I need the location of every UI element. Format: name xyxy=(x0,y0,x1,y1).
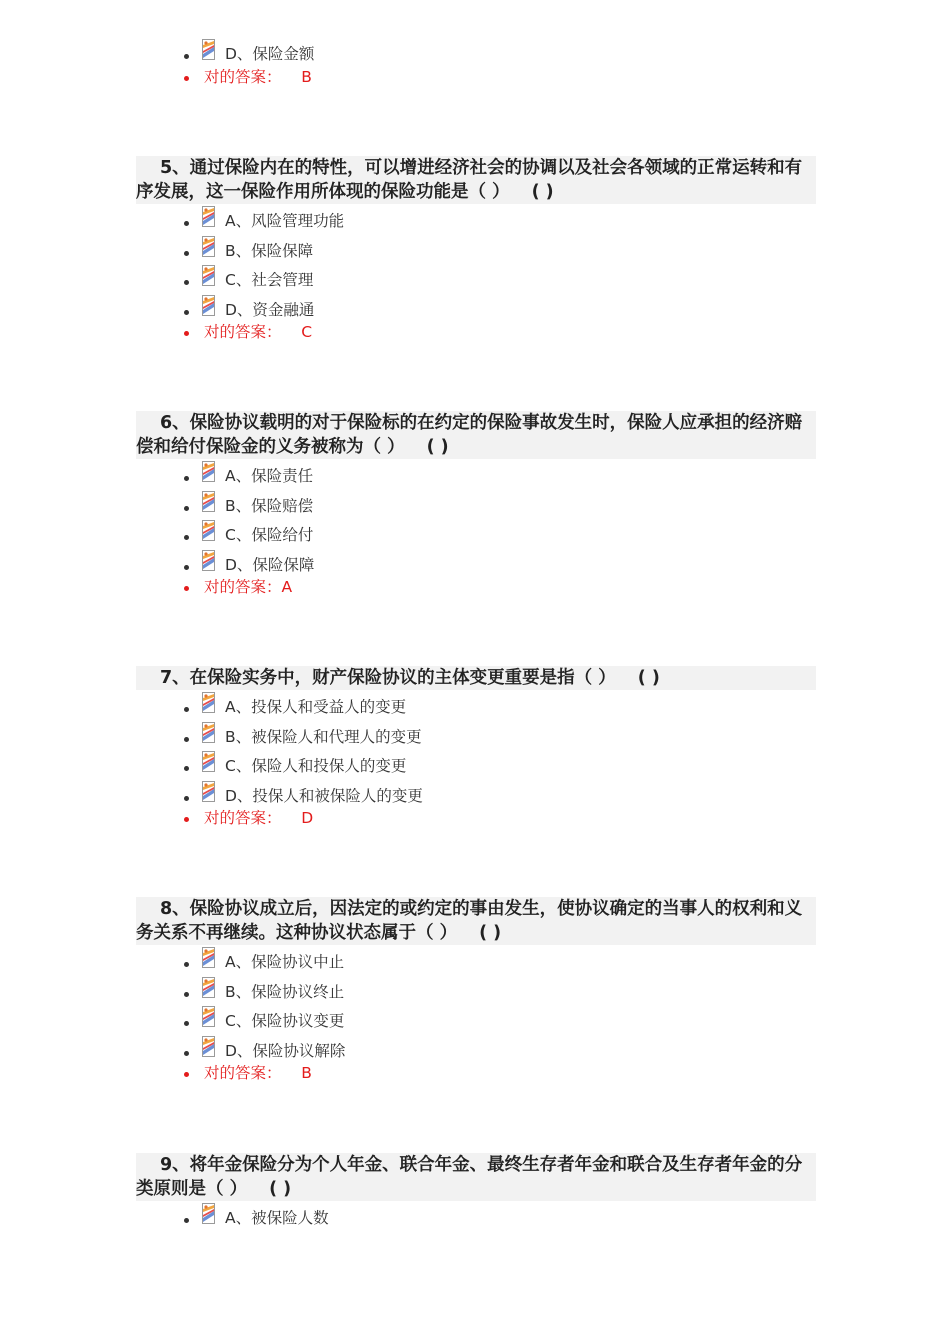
correct-answer xyxy=(136,67,816,89)
option-label: C、社会管理 xyxy=(225,271,314,290)
list-bullet xyxy=(184,1021,189,1026)
options-list xyxy=(136,690,816,830)
list-bullet xyxy=(184,310,189,315)
option-item[interactable] xyxy=(136,37,816,67)
question-5 xyxy=(136,156,816,344)
list-bullet xyxy=(184,766,189,771)
broken-image-icon xyxy=(202,39,215,60)
option-label: D、资金融通 xyxy=(225,300,315,319)
option-label: A、投保人和受益人的变更 xyxy=(225,698,407,716)
broken-image-icon xyxy=(202,751,215,772)
question-title xyxy=(136,411,816,459)
question-title xyxy=(136,156,816,204)
option-item[interactable] xyxy=(136,518,816,548)
list-bullet xyxy=(184,535,189,540)
options-list xyxy=(136,1201,816,1231)
option-item[interactable] xyxy=(136,779,816,809)
option-label: A、保险责任 xyxy=(225,467,314,485)
option-label: D、保险金额 xyxy=(225,45,315,63)
option-label: D、保险保障 xyxy=(225,555,315,574)
option-item[interactable] xyxy=(136,1004,816,1034)
broken-image-icon xyxy=(202,295,215,316)
broken-image-icon xyxy=(202,947,215,968)
question-8 xyxy=(136,897,816,1085)
option-item[interactable] xyxy=(136,263,816,293)
answer-label: 对的答案：A xyxy=(204,578,293,597)
list-bullet xyxy=(184,476,189,481)
list-bullet xyxy=(184,1051,189,1056)
list-bullet xyxy=(184,707,189,712)
list-bullet xyxy=(184,817,189,822)
list-bullet xyxy=(184,796,189,801)
option-label: C、保险人和投保人的变更 xyxy=(225,757,407,776)
answer-label: 对的答案： D xyxy=(204,809,314,828)
options-list xyxy=(136,459,816,599)
broken-image-icon xyxy=(202,722,215,743)
list-bullet xyxy=(184,737,189,742)
broken-image-icon xyxy=(202,1036,215,1057)
option-label: B、保险协议终止 xyxy=(225,982,345,1001)
answer-paren: ( ) xyxy=(269,1179,292,1199)
option-item[interactable] xyxy=(136,489,816,519)
broken-image-icon xyxy=(202,1006,215,1027)
option-label: B、被保险人和代理人的变更 xyxy=(225,727,422,746)
list-bullet xyxy=(184,251,189,256)
broken-image-icon xyxy=(202,1203,215,1224)
answer-paren: ( ) xyxy=(426,437,449,457)
option-item[interactable] xyxy=(136,720,816,750)
option-label: B、保险赔偿 xyxy=(225,496,314,515)
question-7 xyxy=(136,666,816,830)
question-title xyxy=(136,666,816,690)
option-label: A、保险协议中止 xyxy=(225,953,345,971)
broken-image-icon xyxy=(202,781,215,802)
option-item[interactable] xyxy=(136,204,816,234)
option-label: A、风险管理功能 xyxy=(225,212,345,230)
options-list xyxy=(136,945,816,1085)
options-list xyxy=(136,37,816,89)
list-bullet xyxy=(184,586,189,591)
broken-image-icon xyxy=(202,461,215,482)
option-item[interactable] xyxy=(136,293,816,323)
broken-image-icon xyxy=(202,692,215,713)
option-item[interactable] xyxy=(136,749,816,779)
list-bullet xyxy=(184,76,189,81)
list-bullet xyxy=(184,962,189,967)
question-4-tail xyxy=(136,37,816,89)
list-bullet xyxy=(184,992,189,997)
question-text: 5、通过保险内在的特性，可以增进经济社会的协调以及社会各领域的正常运转和有序发展，这一保险作用所体现的保险功能是（ ） xyxy=(136,158,803,202)
broken-image-icon xyxy=(202,550,215,571)
list-bullet xyxy=(184,1218,189,1223)
broken-image-icon xyxy=(202,520,215,541)
question-text: 9、将年金保险分为个人年金、联合年金、最终生存者年金和联合及生存者年金的分类原则是（ ） xyxy=(136,1155,803,1199)
option-label: D、投保人和被保险人的变更 xyxy=(225,786,423,805)
list-bullet xyxy=(184,221,189,226)
question-text: 6、保险协议载明的对于保险标的在约定的保险事故发生时，保险人应承担的经济赔偿和给付保险金的义务被称为（ ） xyxy=(136,413,803,457)
correct-answer xyxy=(136,322,816,344)
broken-image-icon xyxy=(202,977,215,998)
option-item[interactable] xyxy=(136,459,816,489)
option-label: C、保险协议变更 xyxy=(225,1012,345,1031)
option-item[interactable] xyxy=(136,945,816,975)
option-item[interactable] xyxy=(136,1034,816,1064)
option-item[interactable] xyxy=(136,548,816,578)
question-9 xyxy=(136,1153,816,1231)
broken-image-icon xyxy=(202,236,215,257)
option-label: C、保险给付 xyxy=(225,526,314,545)
answer-paren: ( ) xyxy=(479,923,502,943)
option-item[interactable] xyxy=(136,1201,816,1231)
broken-image-icon xyxy=(202,491,215,512)
question-title xyxy=(136,897,816,945)
list-bullet xyxy=(184,506,189,511)
list-bullet xyxy=(184,1072,189,1077)
question-title xyxy=(136,1153,816,1201)
answer-label: 对的答案： C xyxy=(204,323,313,342)
option-item[interactable] xyxy=(136,690,816,720)
correct-answer xyxy=(136,1063,816,1085)
option-label: B、保险保障 xyxy=(225,241,314,260)
list-bullet xyxy=(184,280,189,285)
option-label: A、被保险人数 xyxy=(225,1209,329,1227)
option-label: D、保险协议解除 xyxy=(225,1041,346,1060)
answer-paren: ( ) xyxy=(637,668,660,688)
option-item[interactable] xyxy=(136,234,816,264)
question-6 xyxy=(136,411,816,599)
question-text: 8、保险协议成立后，因法定的或约定的事由发生，使协议确定的当事人的权利和义务关系不再继续。这种协议状态属于（ ） xyxy=(136,899,803,943)
answer-paren: ( ) xyxy=(531,182,554,202)
correct-answer xyxy=(136,808,816,830)
correct-answer xyxy=(136,577,816,599)
option-item[interactable] xyxy=(136,975,816,1005)
list-bullet xyxy=(184,565,189,570)
answer-label: 对的答案： B xyxy=(204,1064,312,1083)
options-list xyxy=(136,204,816,344)
list-bullet xyxy=(184,331,189,336)
list-bullet xyxy=(184,54,189,59)
question-text: 7、在保险实务中，财产保险协议的主体变更重要是指（ ） xyxy=(160,668,616,688)
broken-image-icon xyxy=(202,265,215,286)
answer-label: 对的答案： B xyxy=(204,67,312,86)
broken-image-icon xyxy=(202,206,215,227)
